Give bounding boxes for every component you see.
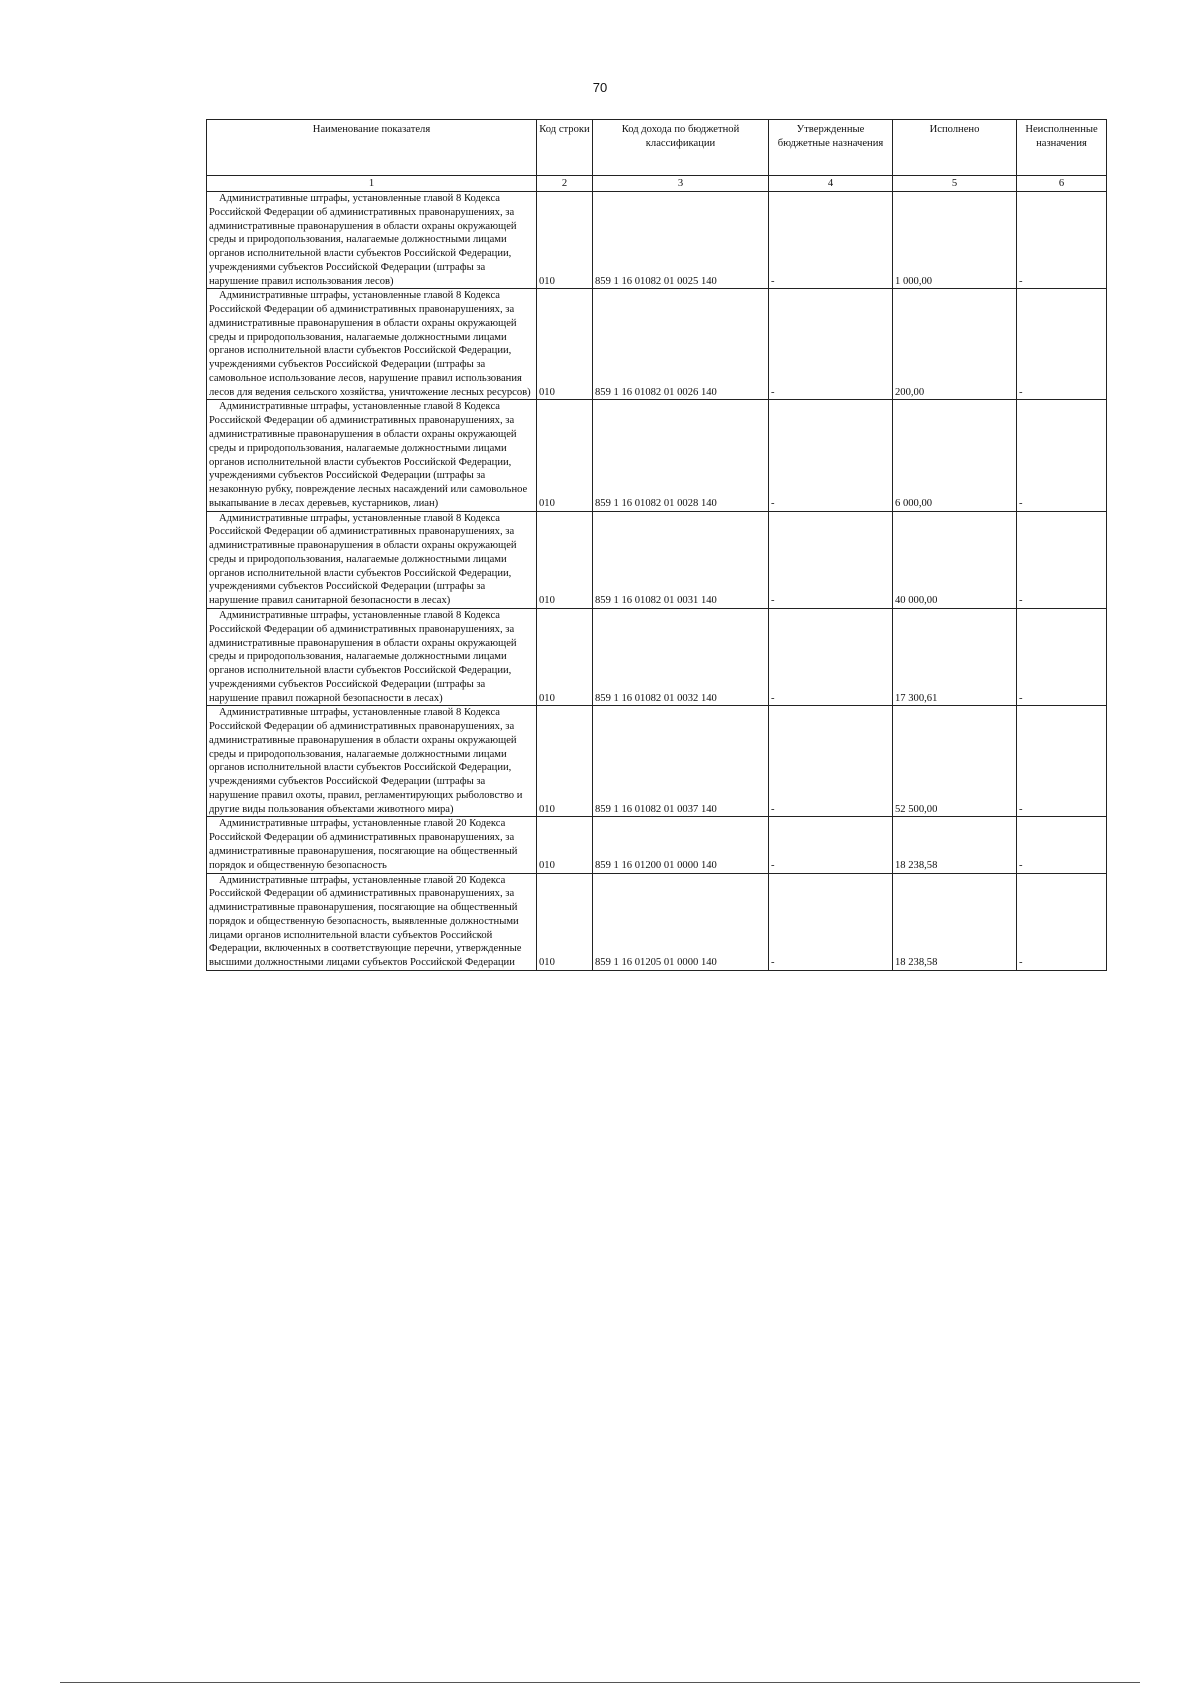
indicator-name: Административные штрафы, установленные главой 20 Кодекса Российской Федерации об административных правонарушениях, за административные правонарушения, посягающие на общественный порядок и общественную безопасность	[207, 817, 537, 873]
line-code: 010	[537, 400, 593, 511]
table-column-numbers	[207, 176, 1107, 192]
header-income-code: Код дохода по бюджетной классификации	[593, 120, 769, 176]
table-row	[207, 400, 1107, 511]
unexecuted-value: -	[1017, 192, 1107, 289]
unexecuted-value: -	[1017, 706, 1107, 817]
approved-value: -	[769, 817, 893, 873]
executed-value: 52 500,00	[893, 706, 1017, 817]
header-unexecuted: Неисполненные назначения	[1017, 120, 1107, 176]
indicator-name: Административные штрафы, установленные главой 8 Кодекса Российской Федерации об административных правонарушениях, за административные правонарушения в области охраны окружающей среды и природопользования, налагаемые должностными лицами органов исполнительной власти субъектов Российской Федерации, учреждениями субъектов Российской Федерации (штрафы за незаконную рубку, повреждение лесных насаждений или самовольное выкапывание в лесах деревьев, кустарников, лиан)	[207, 400, 537, 511]
budget-execution-table	[206, 119, 1107, 971]
table-row	[207, 289, 1107, 400]
approved-value: -	[769, 511, 893, 608]
income-code: 859 1 16 01082 01 0028 140	[593, 400, 769, 511]
indicator-name: Административные штрафы, установленные главой 8 Кодекса Российской Федерации об административных правонарушениях, за административные правонарушения в области охраны окружающей среды и природопользования, налагаемые должностными лицами органов исполнительной власти субъектов Российской Федерации, учреждениями субъектов Российской Федерации (штрафы за нарушение правил санитарной безопасности в лесах)	[207, 511, 537, 608]
header-approved: Утвержденные бюджетные назначения	[769, 120, 893, 176]
column-number: 2	[537, 176, 593, 192]
income-code: 859 1 16 01200 01 0000 140	[593, 817, 769, 873]
indicator-name: Административные штрафы, установленные главой 8 Кодекса Российской Федерации об административных правонарушениях, за административные правонарушения в области охраны окружающей среды и природопользования, налагаемые должностными лицами органов исполнительной власти субъектов Российской Федерации, учреждениями субъектов Российской Федерации (штрафы за нарушение правил охоты, правил, регламентирующих рыболовство и другие виды пользования объектами животного мира)	[207, 706, 537, 817]
income-code: 859 1 16 01082 01 0026 140	[593, 289, 769, 400]
line-code: 010	[537, 608, 593, 705]
approved-value: -	[769, 289, 893, 400]
line-code: 010	[537, 289, 593, 400]
unexecuted-value: -	[1017, 400, 1107, 511]
indicator-name: Административные штрафы, установленные главой 8 Кодекса Российской Федерации об административных правонарушениях, за административные правонарушения в области охраны окружающей среды и природопользования, налагаемые должностными лицами органов исполнительной власти субъектов Российской Федерации, учреждениями субъектов Российской Федерации (штрафы за нарушение правил использования лесов)	[207, 192, 537, 289]
executed-value: 40 000,00	[893, 511, 1017, 608]
unexecuted-value: -	[1017, 289, 1107, 400]
unexecuted-value: -	[1017, 873, 1107, 970]
table-header-row	[207, 120, 1107, 176]
line-code: 010	[537, 706, 593, 817]
approved-value: -	[769, 706, 893, 817]
column-number: 6	[1017, 176, 1107, 192]
indicator-name: Административные штрафы, установленные главой 8 Кодекса Российской Федерации об административных правонарушениях, за административные правонарушения в области охраны окружающей среды и природопользования, налагаемые должностными лицами органов исполнительной власти субъектов Российской Федерации, учреждениями субъектов Российской Федерации (штрафы за самовольное использование лесов, нарушение правил использования лесов для ведения сельского хозяйства, уничтожение лесных ресурсов)	[207, 289, 537, 400]
executed-value: 18 238,58	[893, 873, 1017, 970]
approved-value: -	[769, 873, 893, 970]
income-code: 859 1 16 01205 01 0000 140	[593, 873, 769, 970]
line-code: 010	[537, 873, 593, 970]
unexecuted-value: -	[1017, 608, 1107, 705]
approved-value: -	[769, 608, 893, 705]
table-row	[207, 817, 1107, 873]
table-row	[207, 873, 1107, 970]
header-line-code: Код строки	[537, 120, 593, 176]
unexecuted-value: -	[1017, 511, 1107, 608]
executed-value: 6 000,00	[893, 400, 1017, 511]
column-number: 3	[593, 176, 769, 192]
header-indicator-name: Наименование показателя	[207, 120, 537, 176]
income-code: 859 1 16 01082 01 0032 140	[593, 608, 769, 705]
income-code: 859 1 16 01082 01 0037 140	[593, 706, 769, 817]
income-code: 859 1 16 01082 01 0031 140	[593, 511, 769, 608]
line-code: 010	[537, 817, 593, 873]
executed-value: 17 300,61	[893, 608, 1017, 705]
column-number: 1	[207, 176, 537, 192]
income-code: 859 1 16 01082 01 0025 140	[593, 192, 769, 289]
line-code: 010	[537, 192, 593, 289]
indicator-name: Административные штрафы, установленные главой 8 Кодекса Российской Федерации об административных правонарушениях, за административные правонарушения в области охраны окружающей среды и природопользования, налагаемые должностными лицами органов исполнительной власти субъектов Российской Федерации, учреждениями субъектов Российской Федерации (штрафы за нарушение правил пожарной безопасности в лесах)	[207, 608, 537, 705]
table-row	[207, 511, 1107, 608]
column-number: 4	[769, 176, 893, 192]
executed-value: 1 000,00	[893, 192, 1017, 289]
table-row	[207, 192, 1107, 289]
table-row	[207, 706, 1107, 817]
approved-value: -	[769, 400, 893, 511]
executed-value: 18 238,58	[893, 817, 1017, 873]
approved-value: -	[769, 192, 893, 289]
unexecuted-value: -	[1017, 817, 1107, 873]
table-row	[207, 608, 1107, 705]
line-code: 010	[537, 511, 593, 608]
column-number: 5	[893, 176, 1017, 192]
header-executed: Исполнено	[893, 120, 1017, 176]
scan-bottom-rule	[60, 1682, 1140, 1683]
indicator-name: Административные штрафы, установленные главой 20 Кодекса Российской Федерации об административных правонарушениях, за административные правонарушения, посягающие на общественный порядок и общественную безопасность, выявленные должностными лицами органов исполнительной власти субъектов Российской Федерации, включенных в соответствующие перечни, утвержденные высшими должностными лицами субъектов Российской Федерации	[207, 873, 537, 970]
executed-value: 200,00	[893, 289, 1017, 400]
page-number: 70	[592, 80, 608, 95]
